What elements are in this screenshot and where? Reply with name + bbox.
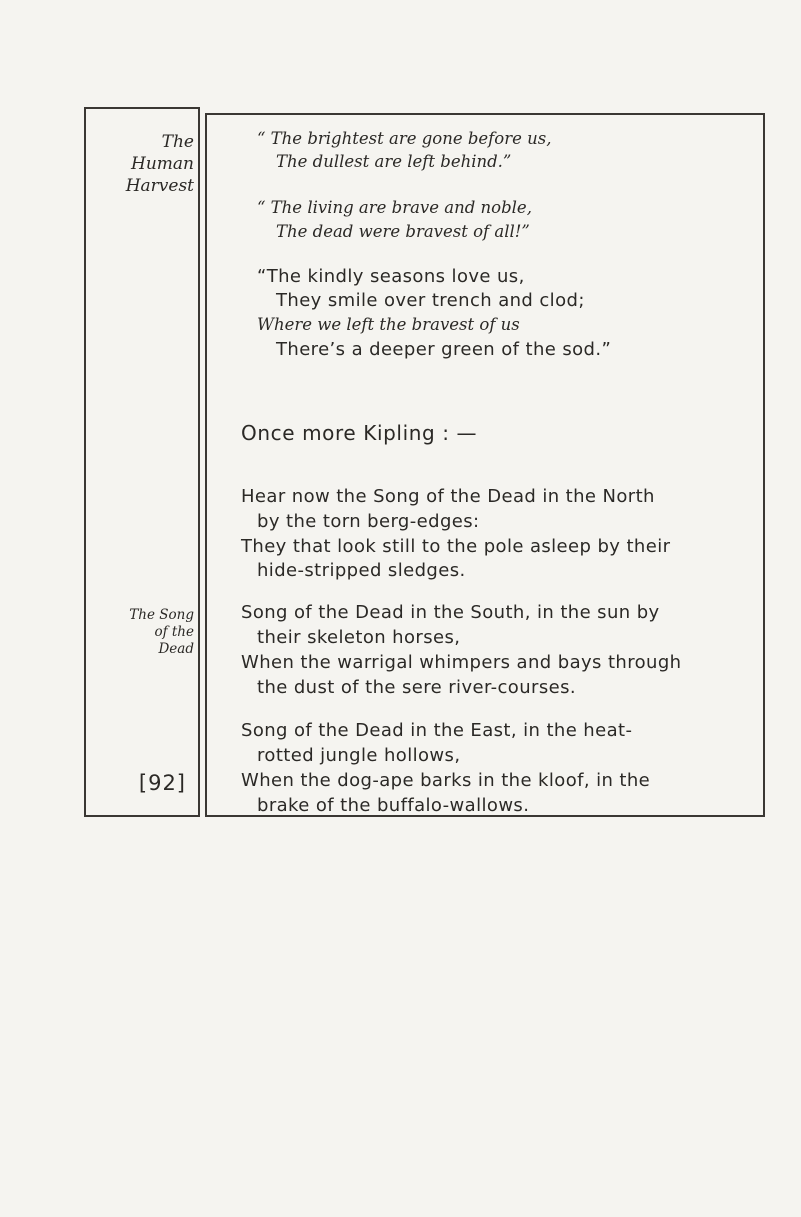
verse-line: The dullest are left behind.” (276, 152, 512, 171)
verse-line: “The kindly seasons love us, (257, 266, 525, 287)
verse-line: Where we left the bravest of us (257, 315, 520, 334)
verse-line: Song of the Dead in the East, in the heat- (241, 720, 633, 741)
running-head-line: The (161, 132, 194, 152)
section-note-line: of the (154, 624, 194, 640)
margin-column (84, 107, 200, 817)
verse-line: brake of the buffalo-wallows. (257, 795, 530, 816)
running-head (126, 131, 194, 197)
verse-line: Hear now the Song of the Dead in the North (241, 486, 655, 507)
verse-line: They that look still to the pole asleep by their (241, 536, 671, 557)
verse-line: by the torn berg-edges: (257, 511, 480, 532)
verse-line: There’s a deeper green of the sod.” (276, 339, 612, 360)
verse-line: rotted jungle hollows, (257, 745, 461, 766)
verse-line: hide-stripped sledges. (257, 560, 466, 581)
transition-line: Once more Kipling : — (241, 421, 478, 445)
verse-line: “ The living are brave and noble, (257, 198, 532, 217)
verse-line: When the warrigal whimpers and bays through (241, 652, 682, 673)
section-note (129, 607, 194, 658)
verse-line: the dust of the sere river-courses. (257, 677, 576, 698)
verse-line: their skeleton horses, (257, 627, 461, 648)
text-block (205, 113, 765, 817)
verse-line: “ The brightest are gone before us, (257, 129, 552, 148)
section-note-line: The Song (129, 607, 194, 623)
verse-line: Song of the Dead in the South, in the sun by (241, 602, 660, 623)
running-head-line: Harvest (125, 176, 194, 196)
running-head-line: Human (131, 154, 194, 174)
verse-line: The dead were bravest of all!” (276, 222, 530, 241)
verse-line: They smile over trench and clod; (276, 290, 585, 311)
page-number: [92] (138, 771, 186, 795)
verse-line: When the dog-ape barks in the kloof, in the (241, 770, 651, 791)
section-note-line: Dead (158, 641, 194, 657)
